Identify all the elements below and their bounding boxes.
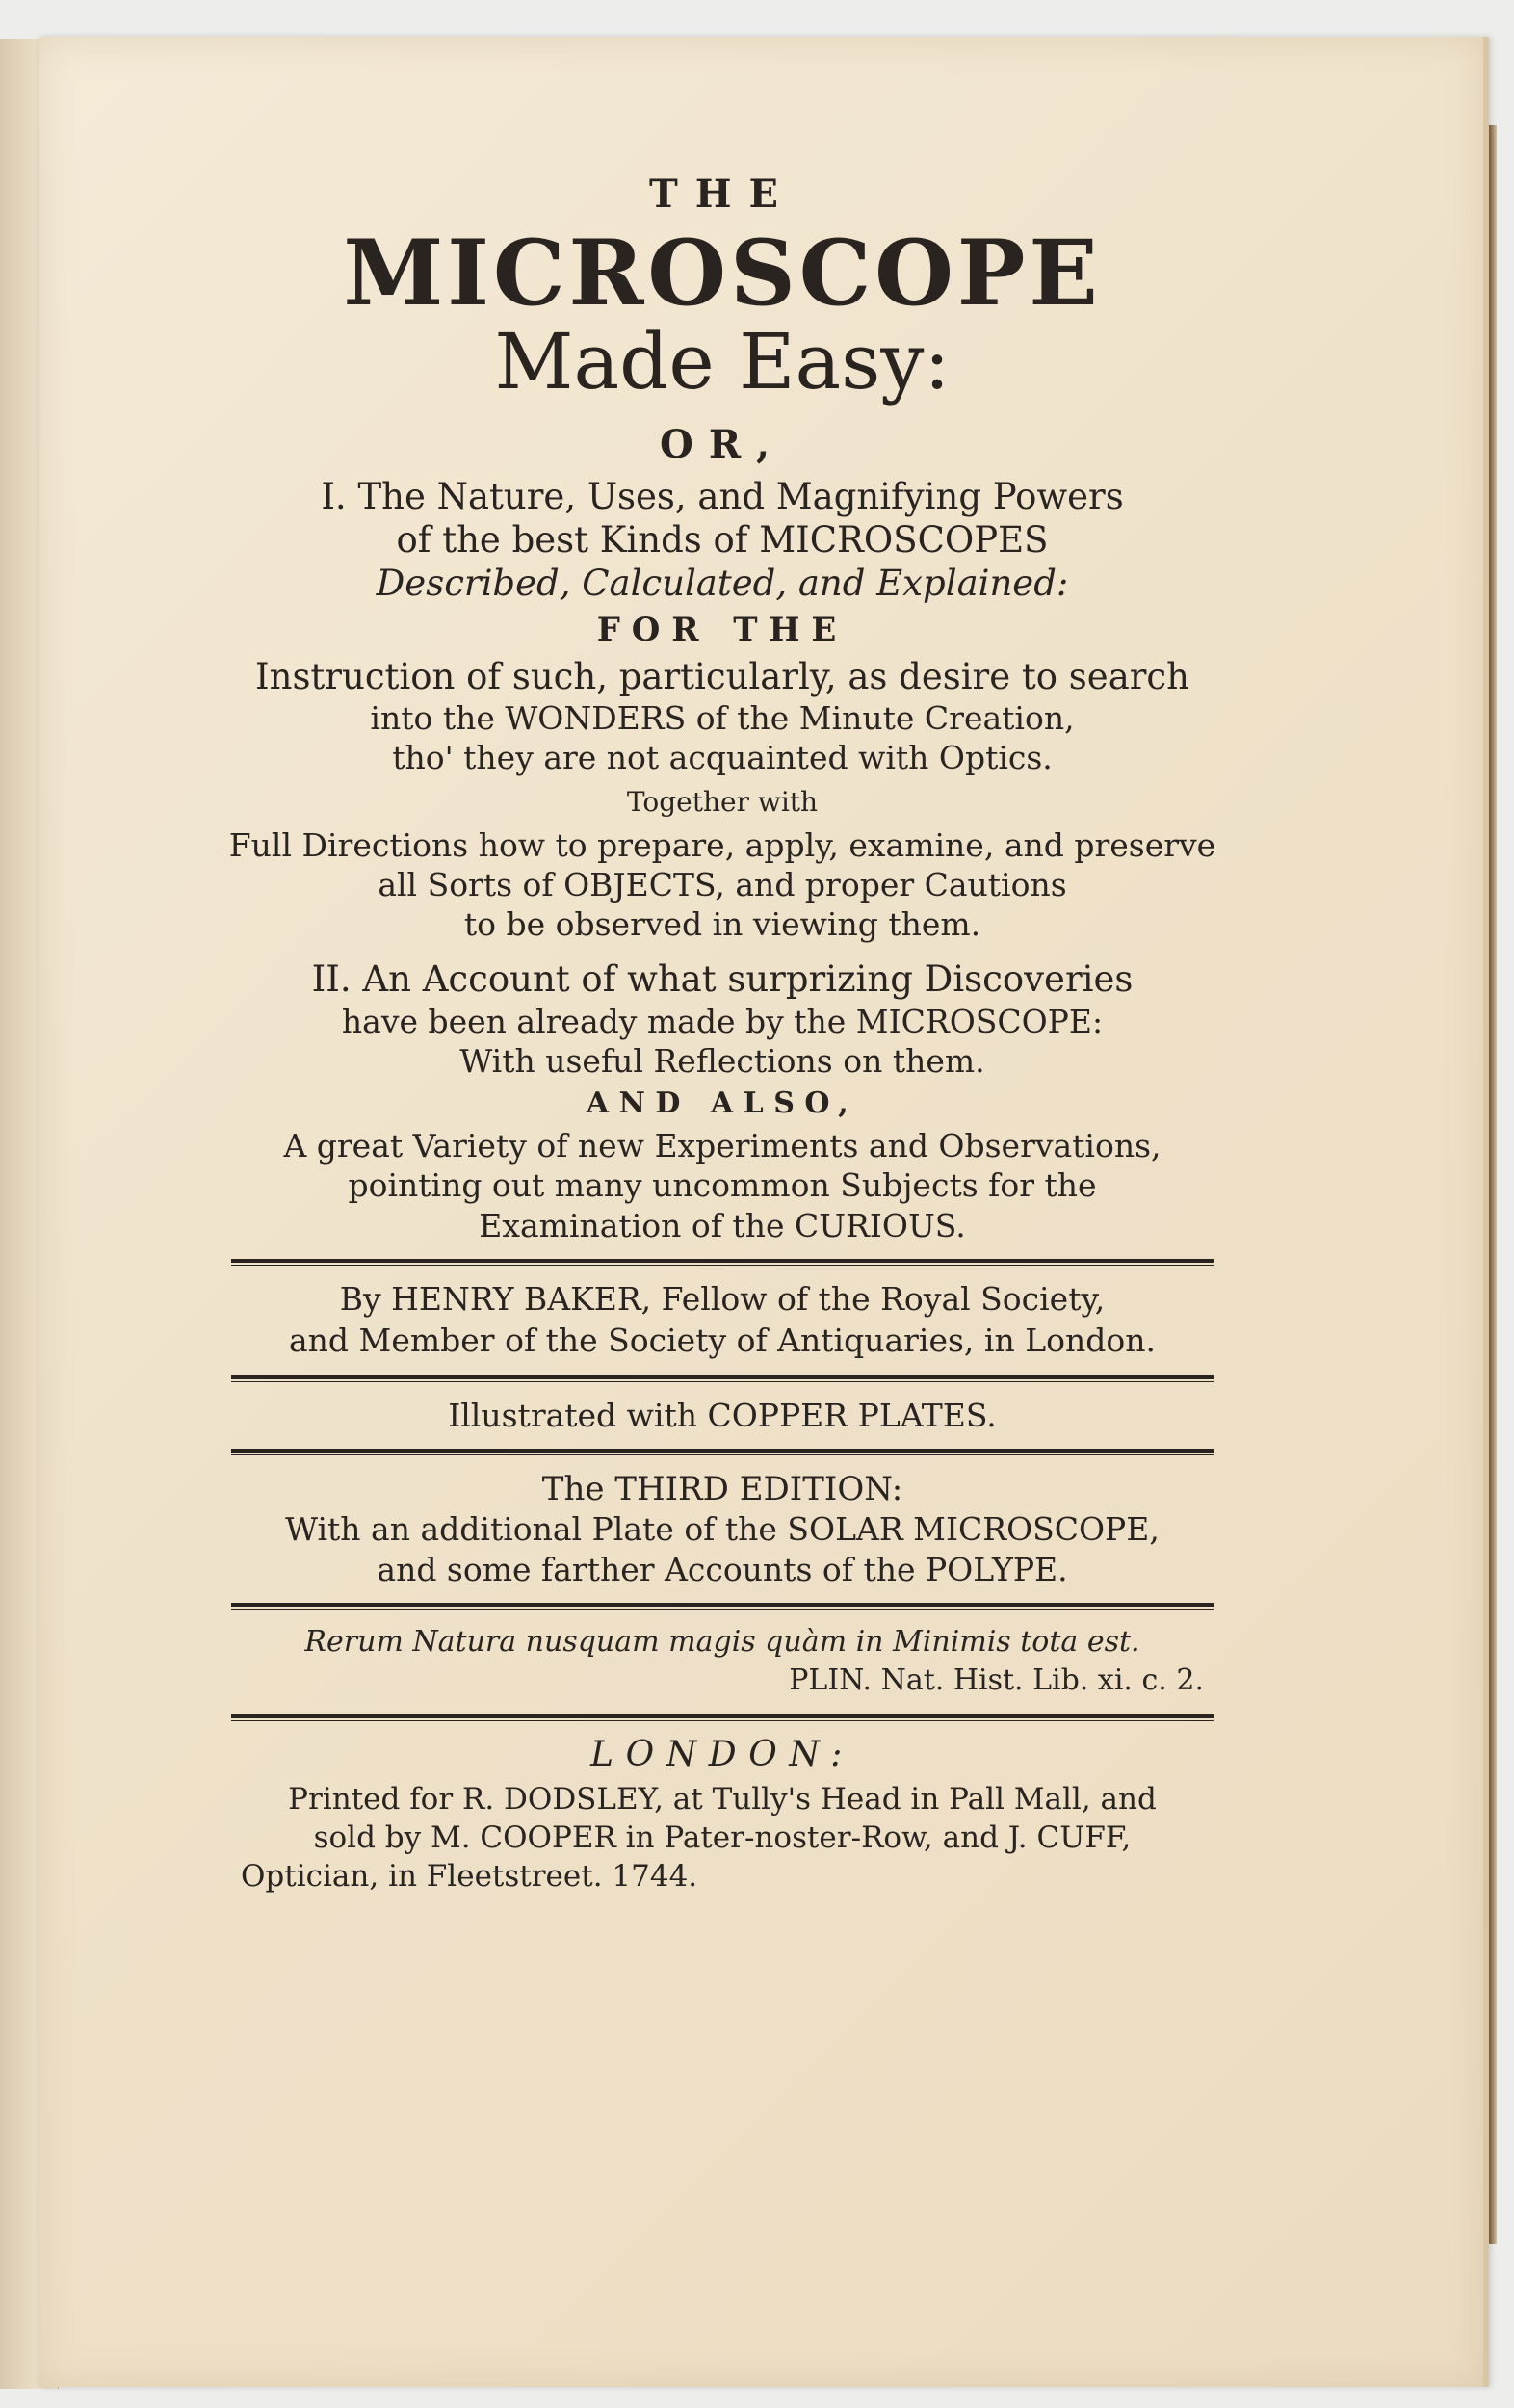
imprint-line1: Printed for R. DODSLEY, at Tully's Head in Pall Mall, and xyxy=(288,1781,1157,1817)
motto-line1: Rerum Natura nusquam magis quàm in Minimis tota est. xyxy=(304,1624,1140,1659)
author-line2: and Member of the Society of Antiquaries, in London. xyxy=(289,1321,1156,1359)
edition-line1: The THIRD EDITION: xyxy=(541,1469,903,1508)
part2-line3: With useful Reflections on them. xyxy=(459,1041,985,1080)
imprint-line2: sold by M. COOPER in Pater-noster-Row, and J. CUFF, xyxy=(313,1820,1132,1856)
title-made-easy: Made Easy: xyxy=(494,316,951,406)
part2-and-also: AND ALSO, xyxy=(586,1086,859,1121)
part2-line5: pointing out many uncommon Subjects for the xyxy=(348,1166,1097,1205)
rule-divider xyxy=(231,1714,1214,1721)
part1-line6: tho' they are not acquainted with Optics. xyxy=(392,739,1053,777)
title-microscope: MICROSCOPE xyxy=(343,221,1102,327)
motto-line2: PLIN. Nat. Hist. Lib. xi. c. 2. xyxy=(789,1663,1204,1698)
edition-line2: With an additional Plate of the SOLAR MICROSCOPE, xyxy=(285,1510,1160,1549)
title-or: OR, xyxy=(659,421,785,467)
part1-line3: Described, Calculated, and Explained: xyxy=(376,562,1069,604)
part2-line1: II. An Account of what surprizing Discoveries xyxy=(311,958,1134,1001)
part2-line6: Examination of the CURIOUS. xyxy=(479,1206,966,1244)
part1-line2: of the best Kinds of MICROSCOPES xyxy=(396,518,1049,561)
part2-line2: have been already made by the MICROSCOPE: xyxy=(341,1002,1104,1040)
imprint-london: LONDON: xyxy=(590,1734,854,1774)
part1-for-the: FOR THE xyxy=(596,611,848,650)
author-line1: By HENRY BAKER, Fellow of the Royal Society, xyxy=(339,1279,1106,1318)
edition-line3: and some farther Accounts of the POLYPE. xyxy=(377,1550,1068,1588)
part1-line7: Full Directions how to prepare, apply, examine, and preserve xyxy=(228,825,1216,864)
rule-divider xyxy=(231,1375,1214,1382)
rule-divider xyxy=(231,1603,1214,1610)
title-page-text xyxy=(212,171,1233,1897)
part1-line8: all Sorts of OBJECTS, and proper Cautions xyxy=(378,865,1067,903)
part1-line4: Instruction of such, particularly, as desire to search xyxy=(255,656,1189,698)
part1-line5: into the WONDERS of the Minute Creation, xyxy=(370,699,1075,738)
part1-line1: I. The Nature, Uses, and Magnifying Powers xyxy=(321,475,1124,517)
part1-together: Together with xyxy=(626,785,819,818)
part1-line9: to be observed in viewing them. xyxy=(463,905,981,944)
part2-line4: A great Variety of new Experiments and Observations, xyxy=(283,1127,1162,1165)
title-the: THE xyxy=(648,171,796,217)
title-page xyxy=(39,37,1489,2387)
rule-divider xyxy=(231,1449,1214,1455)
rule-divider xyxy=(231,1259,1214,1266)
illustrated-line: Illustrated with COPPER PLATES. xyxy=(448,1396,997,1434)
imprint-line3: Optician, in Fleetstreet. 1744. xyxy=(241,1859,698,1895)
